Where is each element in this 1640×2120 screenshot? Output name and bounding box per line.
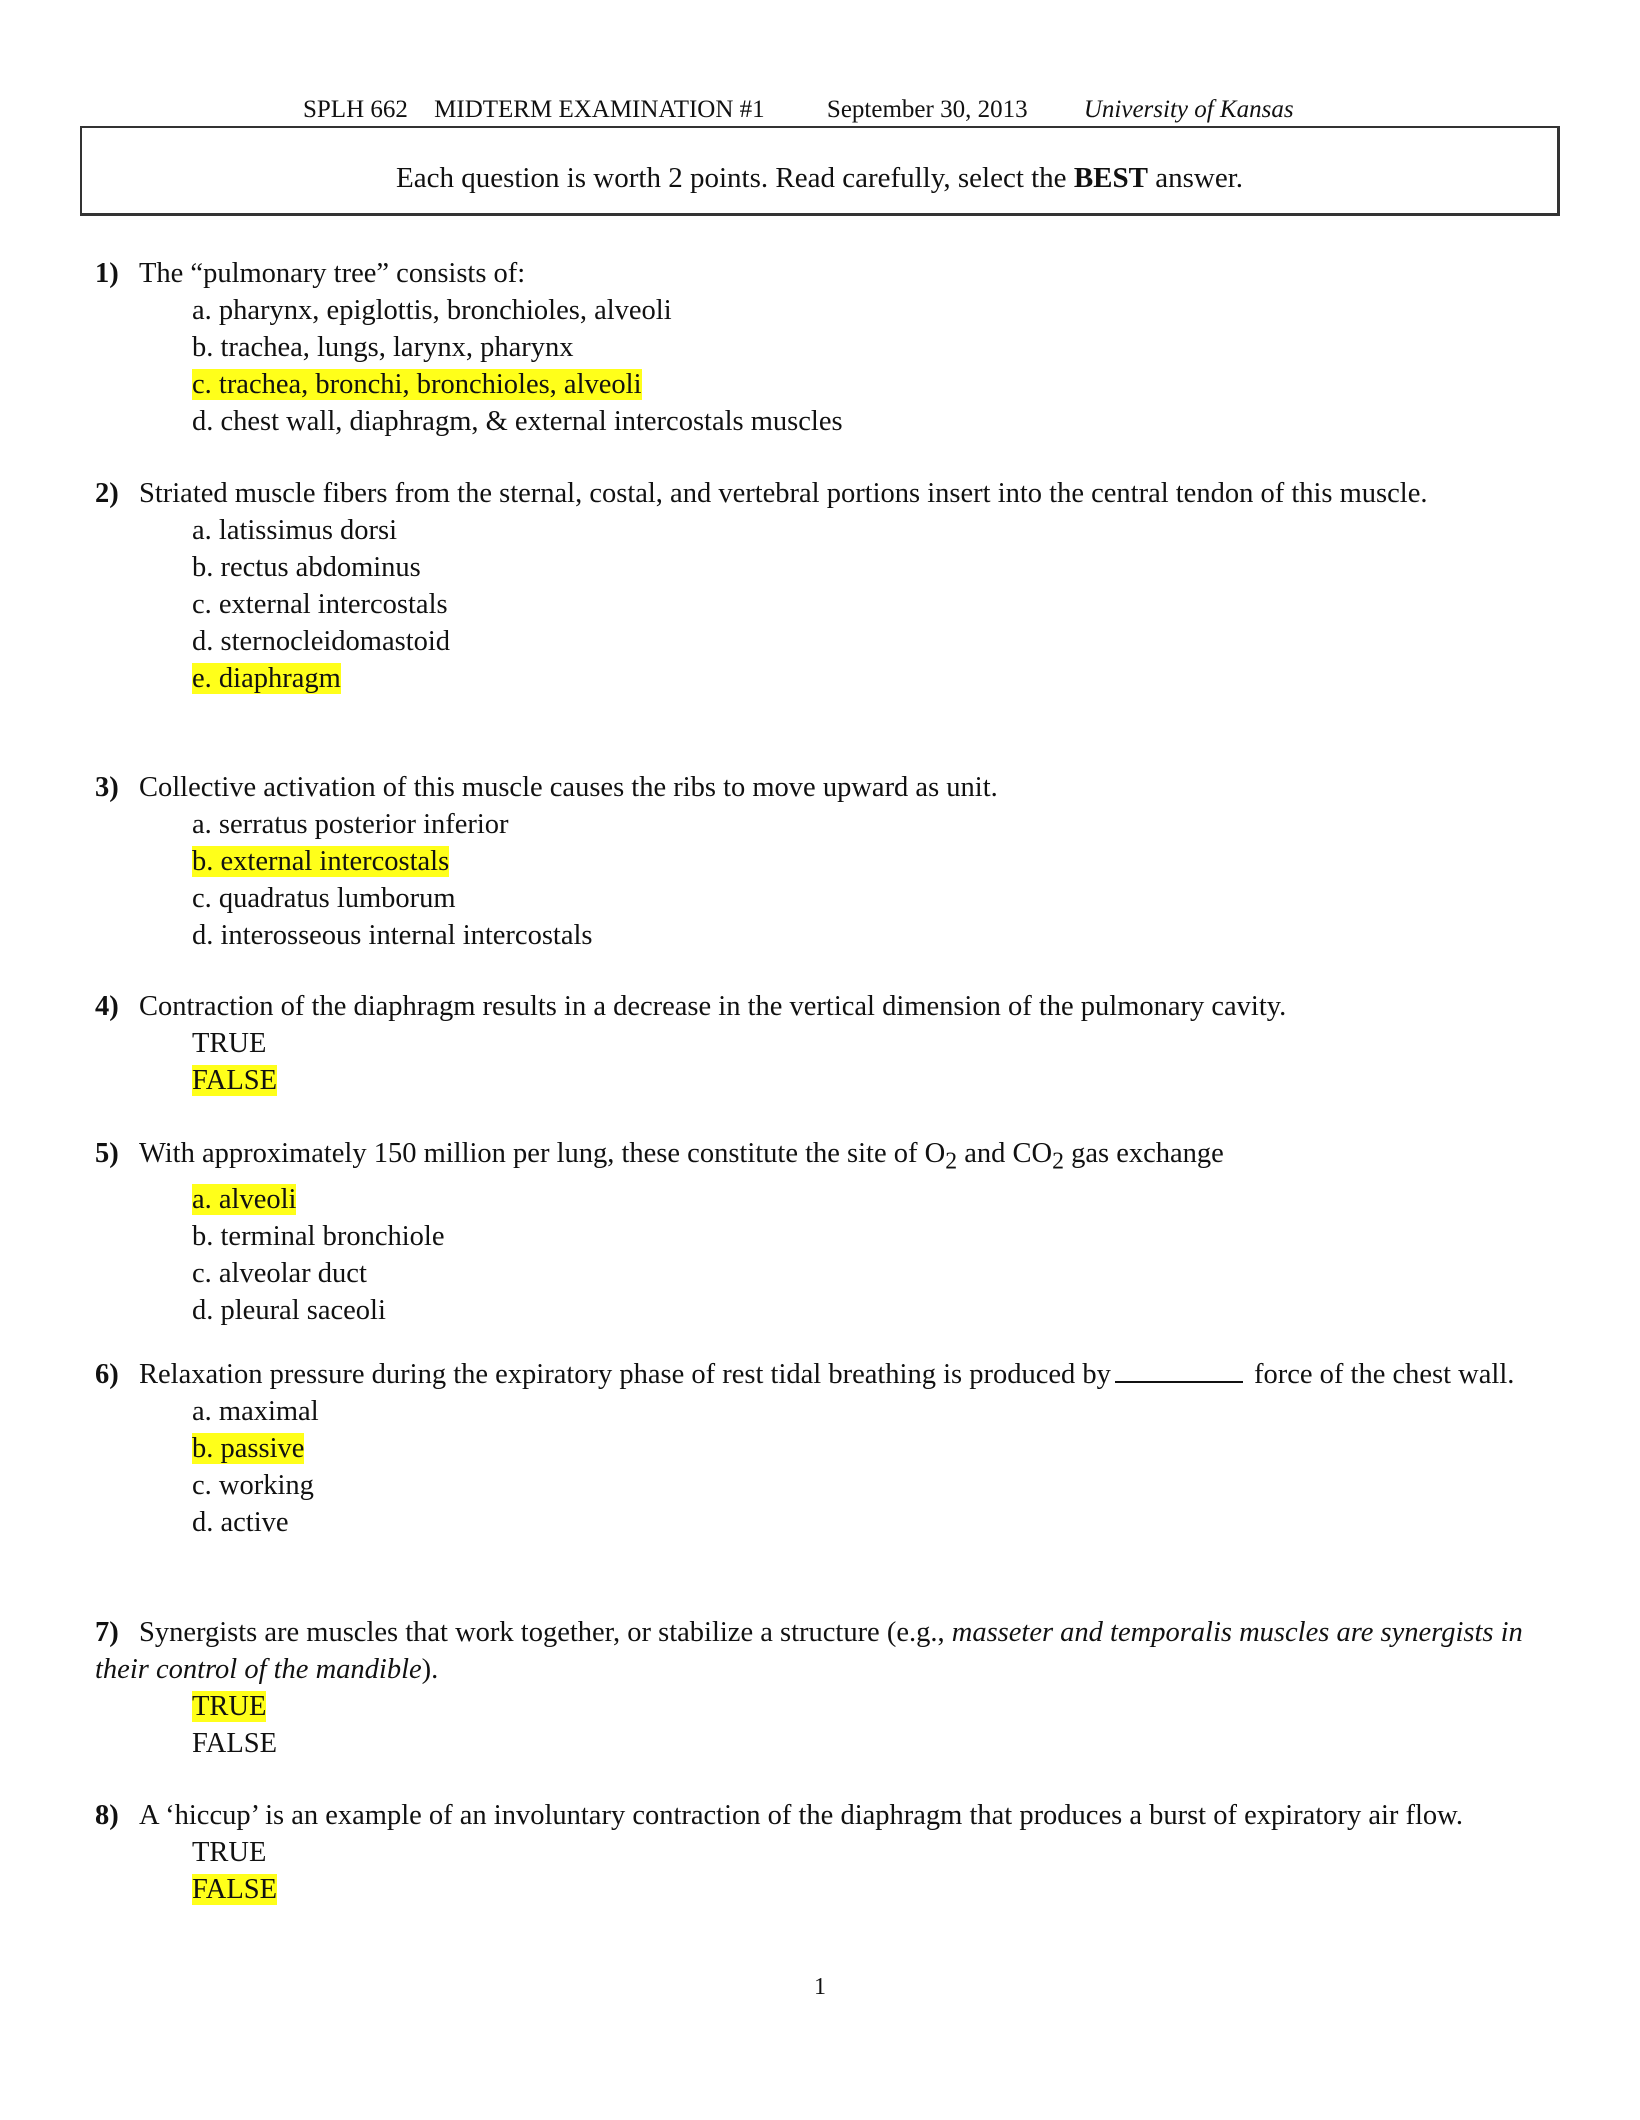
- answer-option[interactable]: [192, 403, 1545, 440]
- question-2: [95, 475, 1545, 697]
- answer-options: [95, 1834, 1545, 1908]
- question-1: [95, 255, 1545, 440]
- answer-option-text: b. terminal bronchiole: [192, 1220, 445, 1252]
- answer-option-text: FALSE: [192, 1874, 277, 1905]
- answer-option-text: b. passive: [192, 1433, 305, 1464]
- answer-option-text: b. trachea, lungs, larynx, pharynx: [192, 332, 574, 363]
- answer-option-true[interactable]: [192, 1025, 1545, 1062]
- page-number: 1: [814, 1974, 826, 2000]
- answer-option-correct[interactable]: [192, 1430, 1545, 1467]
- answer-option[interactable]: [192, 1292, 1545, 1329]
- question-stem: [95, 988, 1545, 1025]
- instructions-text: [82, 162, 1557, 195]
- answer-options: [95, 292, 1545, 440]
- question-number: 8): [95, 1800, 119, 1831]
- answer-option[interactable]: [192, 512, 1545, 549]
- answer-option[interactable]: [192, 549, 1545, 586]
- answer-option-true[interactable]: [192, 1834, 1545, 1871]
- instructions-box: [80, 126, 1560, 216]
- question-stem: [95, 1356, 1545, 1393]
- question-text: [139, 1359, 1514, 1390]
- answer-option-correct[interactable]: [192, 660, 1545, 697]
- answer-option-text: d. active: [192, 1507, 289, 1538]
- answer-option-text: a. latissimus dorsi: [192, 515, 398, 546]
- answer-option-true[interactable]: [192, 1688, 1545, 1725]
- answer-option[interactable]: [192, 292, 1545, 329]
- subscript: 2: [945, 1148, 958, 1175]
- answer-option-text: d. interosseous internal intercostals: [192, 920, 593, 951]
- question-number: 2): [95, 478, 119, 509]
- answer-option-correct[interactable]: [192, 1181, 1545, 1218]
- answer-options: [95, 1688, 1545, 1762]
- instructions-prefix: Each question is worth 2 points. Read carefully, select the: [395, 162, 1074, 194]
- instructions-emphasis: BEST: [1073, 162, 1148, 194]
- question-3: [95, 769, 1545, 954]
- stem-part: With approximately 150 million per lung, these constitute the site of O: [139, 1138, 946, 1169]
- answer-option[interactable]: [192, 329, 1545, 366]
- course-code: SPLH 662: [303, 96, 408, 123]
- question-7: [95, 1614, 1545, 1762]
- subscript: 2: [1052, 1148, 1064, 1175]
- answer-option[interactable]: [192, 623, 1545, 660]
- stem-part: Synergists are muscles that work together, or stabilize a structure (e.g.,: [139, 1617, 952, 1648]
- exam-date: September 30, 2013: [826, 96, 1028, 123]
- answer-option-text: c. trachea, bronchi, bronchioles, alveoli: [192, 369, 642, 400]
- answer-option-text: d. sternocleidomastoid: [192, 626, 451, 657]
- answer-option-text: TRUE: [192, 1028, 267, 1059]
- answer-option-text: c. external intercostals: [192, 589, 448, 620]
- answer-option-text: c. quadratus lumborum: [192, 883, 456, 914]
- fill-in-blank: [1115, 1381, 1243, 1383]
- answer-option-text: c. working: [192, 1470, 314, 1501]
- question-number: 7): [95, 1617, 119, 1648]
- question-text: The “pulmonary tree” consists of:: [139, 258, 526, 289]
- question-text: Contraction of the diaphragm results in a decrease in the vertical dimension of the pulmonary cavity.: [139, 991, 1287, 1022]
- question-5: [95, 1135, 1545, 1329]
- answer-option-text: b. rectus abdominus: [192, 552, 421, 583]
- answer-option[interactable]: [192, 880, 1545, 917]
- stem-part: and CO: [957, 1138, 1053, 1169]
- question-text: Collective activation of this muscle causes the ribs to move upward as unit.: [139, 772, 998, 803]
- question-6: [95, 1356, 1545, 1541]
- answer-option-text: e. diaphragm: [192, 663, 341, 694]
- question-number: 6): [95, 1359, 119, 1390]
- answer-option-false[interactable]: [192, 1062, 1545, 1099]
- answer-option-text: TRUE: [192, 1837, 267, 1868]
- page-header: [303, 96, 1294, 124]
- question-8: [95, 1797, 1545, 1908]
- answer-option[interactable]: [192, 1255, 1545, 1292]
- answer-options: [95, 1393, 1545, 1541]
- question-number: 4): [95, 991, 119, 1022]
- answer-option-text: TRUE: [192, 1691, 267, 1722]
- question-text: A ‘hiccup’ is an example of an involuntary contraction of the diaphragm that produces a burst of expiratory air flow.: [139, 1800, 1464, 1831]
- answer-option-text: d. pleural saceoli: [192, 1294, 386, 1326]
- answer-option-text: d. chest wall, diaphragm, & external intercostals muscles: [192, 406, 843, 437]
- stem-part: gas exchange: [1063, 1138, 1224, 1169]
- answer-option[interactable]: [192, 1393, 1545, 1430]
- answer-option-correct[interactable]: [192, 843, 1545, 880]
- question-stem: [95, 475, 1545, 512]
- answer-option-text: FALSE: [192, 1065, 277, 1096]
- answer-option-text: a. pharynx, epiglottis, bronchioles, alveoli: [192, 295, 672, 326]
- answer-options: [95, 806, 1545, 954]
- answer-option-false[interactable]: [192, 1871, 1545, 1908]
- question-stem: [95, 1135, 1545, 1181]
- stem-part: ).: [421, 1654, 439, 1685]
- answer-option-text: a. serratus posterior inferior: [192, 809, 509, 840]
- answer-option[interactable]: [192, 806, 1545, 843]
- answer-option-text: c. alveolar duct: [192, 1257, 367, 1289]
- answer-option-false[interactable]: [192, 1725, 1545, 1762]
- exam-title: MIDTERM EXAMINATION #1: [434, 96, 765, 123]
- question-number: 1): [95, 258, 119, 289]
- question-stem: [95, 769, 1545, 806]
- answer-option[interactable]: [192, 1467, 1545, 1504]
- answer-options: [95, 512, 1545, 697]
- answer-option[interactable]: [192, 1218, 1545, 1255]
- question-text: Striated muscle fibers from the sternal, costal, and vertebral portions insert into the central tendon of this muscle.: [139, 478, 1428, 509]
- question-text: [95, 1617, 1523, 1685]
- question-stem: [95, 1797, 1545, 1834]
- answer-option-text: a. maximal: [192, 1396, 319, 1427]
- answer-option[interactable]: [192, 1504, 1545, 1541]
- question-number: 3): [95, 772, 119, 803]
- question-stem: [95, 1614, 1545, 1688]
- question-number: 5): [95, 1138, 119, 1169]
- answer-options: [95, 1181, 1545, 1329]
- stem-part: Relaxation pressure during the expiratory phase of rest tidal breathing is produced by: [139, 1359, 1111, 1390]
- stem-example-italic: masseter and temporalis muscles are synergists in their control of the mandible: [95, 1617, 1523, 1685]
- answer-option[interactable]: [192, 586, 1545, 623]
- instructions-suffix: answer.: [1147, 162, 1244, 194]
- question-4: [95, 988, 1545, 1099]
- question-stem: [95, 255, 1545, 292]
- answer-option-text: FALSE: [192, 1728, 277, 1759]
- answer-option-text: a. alveoli: [192, 1183, 297, 1215]
- answer-option-correct[interactable]: [192, 366, 1545, 403]
- answer-options: [95, 1025, 1545, 1099]
- question-text: [139, 1138, 1224, 1175]
- university-name: University of Kansas: [1083, 96, 1294, 123]
- answer-option[interactable]: [192, 917, 1545, 954]
- stem-part: force of the chest wall.: [1246, 1359, 1515, 1390]
- answer-option-text: b. external intercostals: [192, 846, 450, 877]
